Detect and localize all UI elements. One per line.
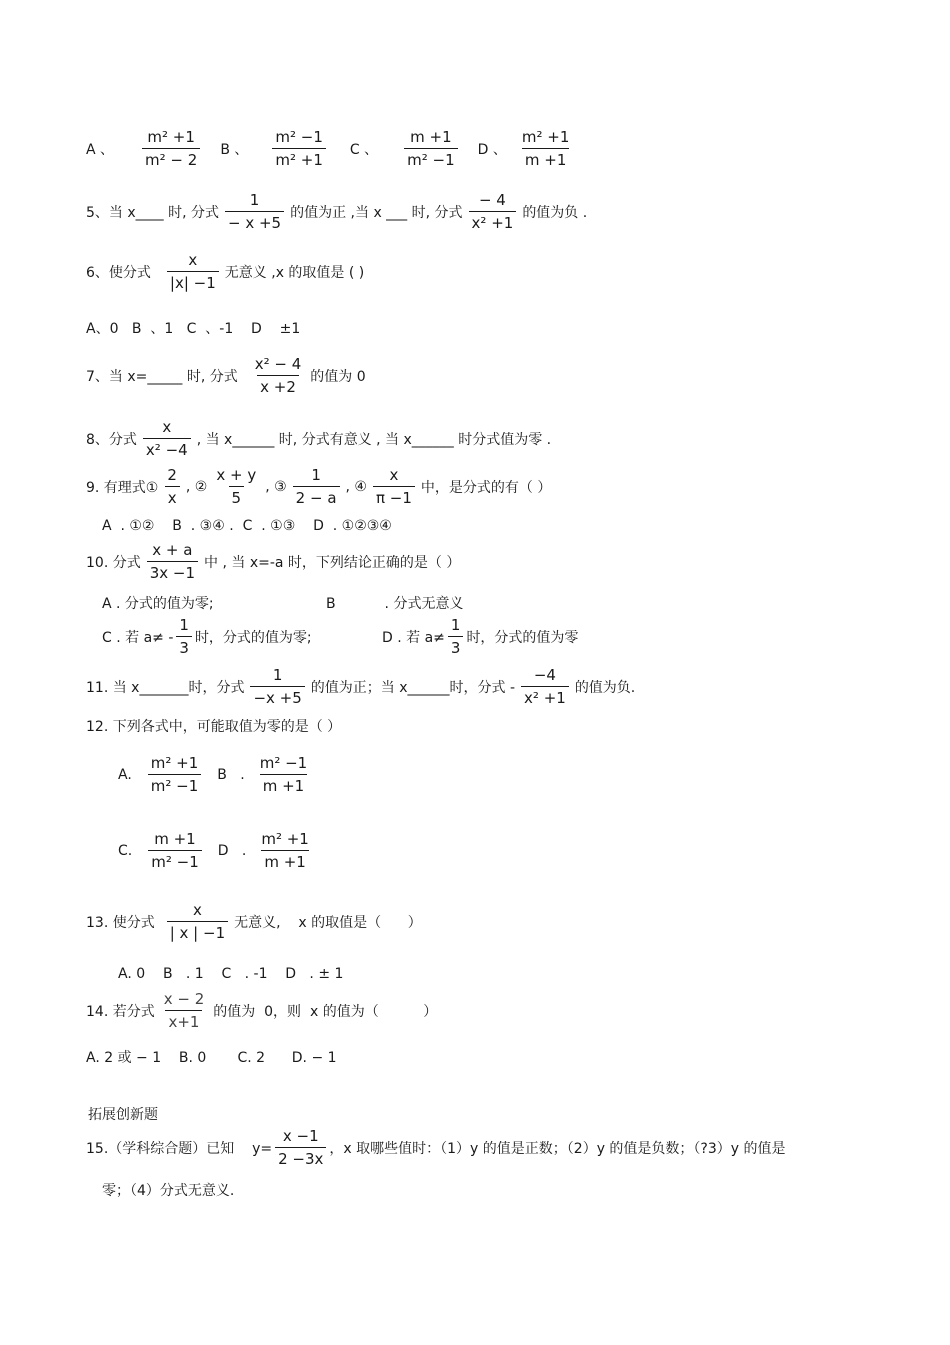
q6-fraction: $\frac{x}{|x| -1}$ — [167, 253, 219, 291]
q10-option-c: C . 若 a≠ - $\frac{1}{3}$ 时，分式的值为零; — [102, 616, 312, 657]
q14-options: A. 2 或 − 1 B. 0 C. 2 D. − 1 — [86, 1050, 337, 1066]
q5-text-3: 的值为负 . — [522, 205, 588, 221]
q8-text-1: 8、分式 — [86, 432, 137, 448]
question-6 — [86, 253, 364, 291]
question-9: 9. 有理式① $\frac{2}{x}$ , ② $\frac{x + y}{5}$ , ③ $\frac{1}{2 - a}$ , ④ $\frac{x}{\pi -1}$ 中，是分式的有（ ） — [86, 466, 552, 507]
question-8 — [86, 420, 551, 458]
q10-fraction: $\frac{x + a}{3x -1}$ — [147, 543, 198, 581]
q10-option-a: A . 分式的值为零; — [102, 596, 214, 612]
q12-option-b-fraction: $\frac{\text{m² −1}}{m +1}$ — [259, 754, 308, 795]
q15-fraction: $\frac{x -1}{2 -3x}$ — [275, 1129, 326, 1167]
q8-fraction: $\frac{x}{\text{x² −4}}$ — [143, 420, 191, 458]
q4-option-d-label: D 、 — [477, 142, 507, 158]
q8-text-2: , 当 x______ 时, 分式有意义 , 当 x______ 时分式值为零 . — [196, 432, 552, 448]
q9-fraction-3: $\frac{1}{2 - a}$ — [293, 468, 340, 506]
q11-fraction-1: $\frac{1}{-x +5}$ — [250, 668, 304, 706]
question-13: 13. 使分式 $\frac{x}{| x | -1}$ 无意义, x 的取值是（ ） — [86, 901, 422, 942]
q12-option-c-fraction: $\frac{m +1}{\text{m² −1}}$ — [148, 832, 202, 870]
q12-option-a-fraction: $\frac{\text{m² +1}}{\text{m² −1}}$ — [148, 756, 202, 794]
q4-options — [86, 130, 578, 168]
question-7 — [86, 357, 366, 395]
q4-option-a-fraction: $\frac{\text{m² +1}}{\text{m² − 2}}$ — [142, 130, 200, 168]
q5-fraction-1: $\frac{1}{- x +5}$ — [225, 193, 284, 231]
q4-option-b-label: B 、 — [220, 142, 249, 158]
q15-continuation: 零；（4）分式无意义. — [102, 1183, 235, 1199]
section-heading: 拓展创新题 — [88, 1107, 158, 1123]
q9-options: A . ①② B . ③④ . C . ①③ D . ①②③④ — [102, 518, 392, 534]
q6-text-2: 无意义 ,x 的取值是 ( ) — [224, 265, 365, 281]
q12-option-d-fraction: $\frac{\text{m² +1}}{m +1}$ — [261, 830, 309, 871]
question-12: 12. 下列各式中，可能取值为零的是（ ） — [86, 719, 342, 735]
q13-options: A. 0 B . 1 C . -1 D . ± 1 — [118, 966, 344, 982]
q14-fraction: $\frac{x - 2}{x+1}$ — [163, 990, 205, 1031]
question-10: 10. 分式 $\frac{x + a}{3x -1}$ 中 , 当 x=-a 时，下列结论正确的是（ ） — [86, 541, 461, 582]
q5-text-2: 的值为正 ,当 x ___ 时, 分式 — [290, 205, 463, 221]
question-11: 11. 当 x_______时，分式 $\frac{1}{-x +5}$ 的值为正；当 x______时，分式 - $\frac{-4}{\text{x² +1}}$ 的值为负. — [86, 666, 636, 707]
question-14: 14. 若分式 $\frac{x - 2}{x+1}$ 的值为 0，则 x 的值为（ ） — [86, 990, 438, 1031]
q13-fraction: $\frac{x}{| x | -1}$ — [167, 903, 228, 941]
question-5 — [86, 193, 587, 231]
q4-option-b-fraction: $\frac{\text{m² −1}}{\text{m² +1}}$ — [272, 130, 326, 168]
q5-text-1: 5、当 x____ 时, 分式 — [86, 205, 219, 221]
q9-fraction-1: $\frac{2}{x}$ — [164, 468, 180, 506]
q10-option-b: B . 分式无意义 — [326, 596, 464, 612]
q10-option-c-fraction: $\frac{1}{3}$ — [176, 618, 192, 656]
q4-option-d-fraction: $\frac{\text{m² +1}}{m +1}$ — [521, 128, 570, 169]
q6-text-1: 6、使分式 — [86, 265, 151, 281]
q7-text-2: 的值为 0 — [310, 369, 366, 385]
q9-fraction-4: $\frac{x}{\pi -1}$ — [373, 468, 415, 506]
question-15: 15.（学科综合题）已知 y= $\frac{x -1}{2 -3x}$ ，x 取哪些值时：（1）y 的值是正数；（2）y 的值是负数；（?3）y 的值是 — [86, 1127, 786, 1168]
q12-options-ab: A. $\frac{\text{m² +1}}{\text{m² −1}}$ B . $\frac{\text{m² −1}}{m +1}$ — [118, 756, 316, 794]
q6-options: A、0 B 、1 C 、-1 D ±1 — [86, 321, 301, 337]
q7-fraction: $\frac{\text{x² − 4}}{x +2}$ — [254, 355, 302, 396]
q7-text-1: 7、当 x=_____ 时, 分式 — [86, 369, 238, 385]
q10-option-d: D . 若 a≠ $\frac{1}{3}$ 时，分式的值为零 — [382, 616, 579, 657]
q4-option-c-fraction: $\frac{m +1}{\text{m² −1}}$ — [404, 130, 458, 168]
q4-option-c-label: C 、 — [349, 142, 379, 158]
q4-option-a-label: A 、 — [86, 142, 115, 158]
q10-option-d-fraction: $\frac{1}{3}$ — [448, 618, 464, 656]
q5-fraction-2: $\frac{- 4}{\text{x² +1}}$ — [469, 193, 517, 231]
q9-fraction-2: $\frac{x + y}{5}$ — [216, 466, 257, 507]
q12-options-cd: C. $\frac{m +1}{\text{m² −1}}$ D . $\frac{\text{m² +1}}{m +1}$ — [118, 832, 318, 870]
q11-fraction-2: $\frac{-4}{\text{x² +1}}$ — [521, 668, 569, 706]
